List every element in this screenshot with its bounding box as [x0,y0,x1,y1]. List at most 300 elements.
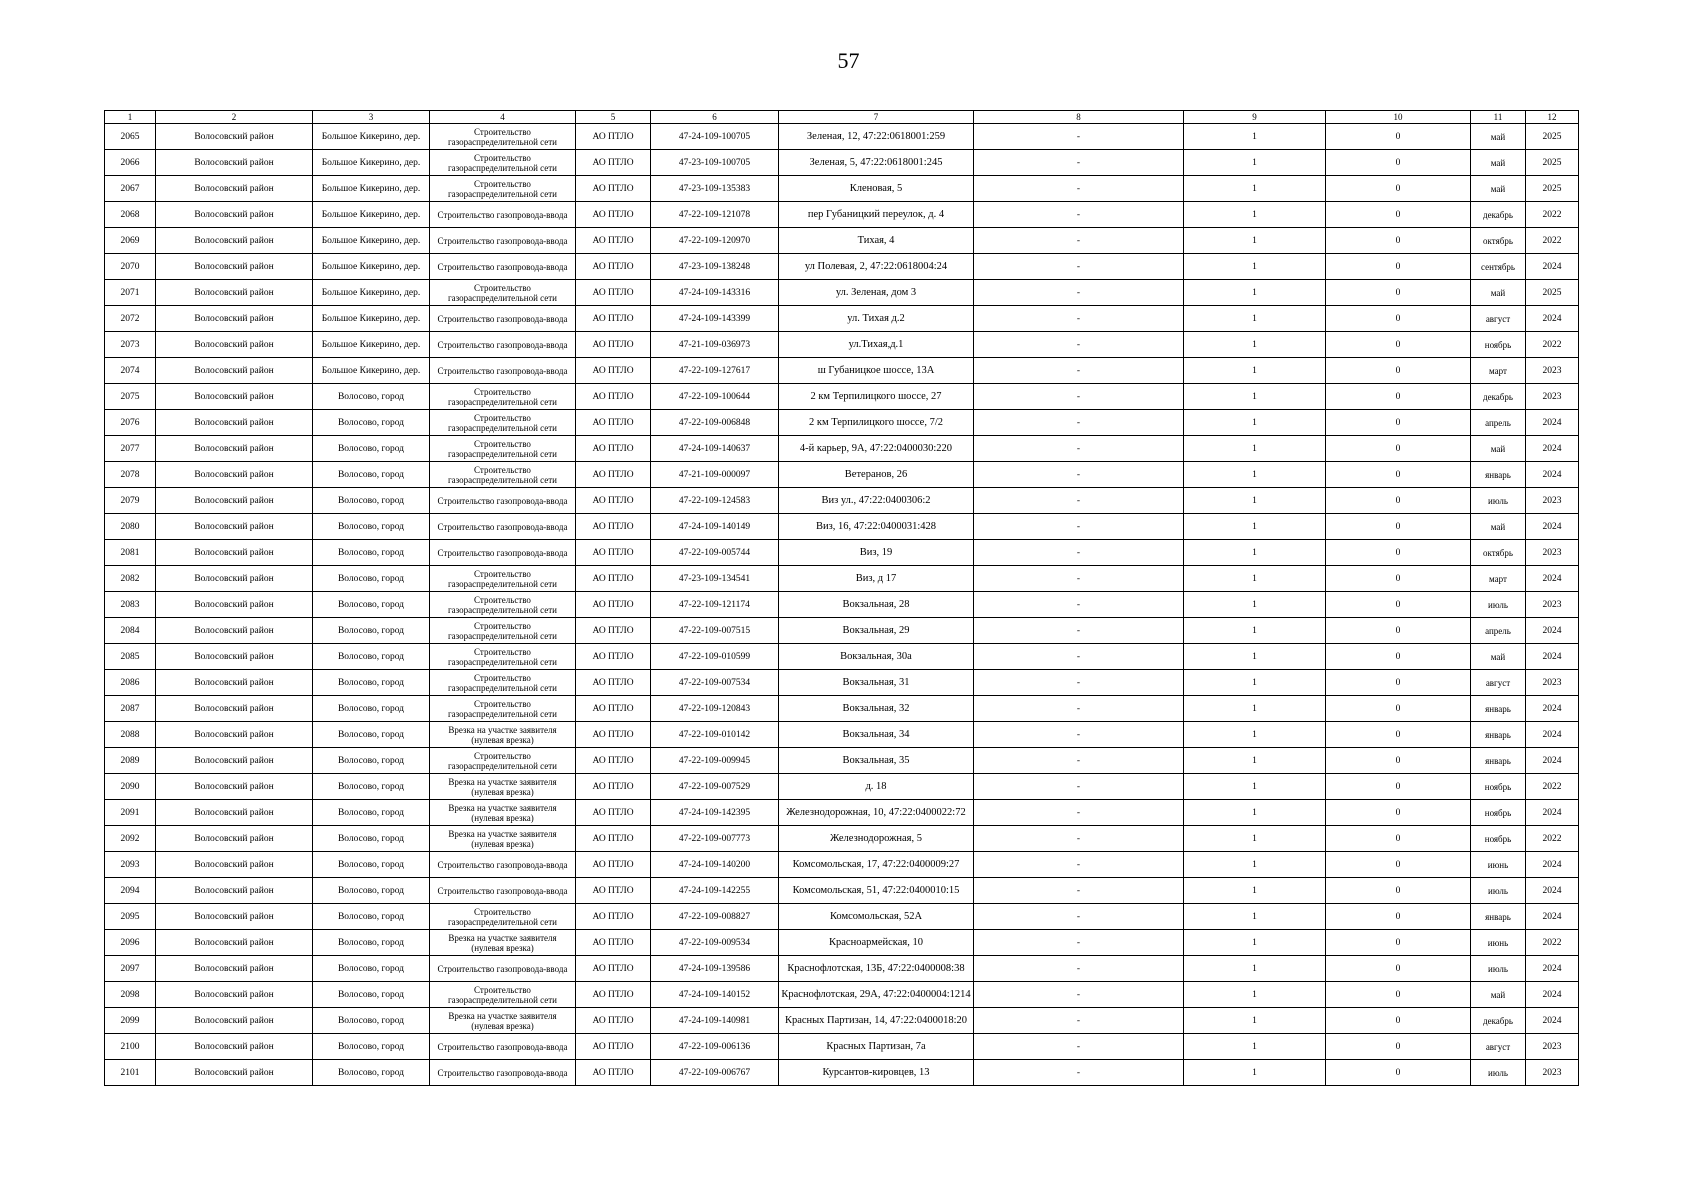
settlement-cell: Волосово, город [313,1034,430,1060]
work-type-cell: Врезка на участке заявителя (нулевая врезка) [430,1008,576,1034]
address-cell: Комсомольская, 17, 47:22:0400009:27 [779,852,974,878]
work-type-cell: Строительство газопровода-ввода [430,488,576,514]
column-header: 1 [105,111,156,124]
address-cell: Вокзальная, 28 [779,592,974,618]
col10-cell: 0 [1326,826,1471,852]
application-number-cell: 47-22-109-010142 [651,722,779,748]
col8-cell: - [974,566,1184,592]
address-cell: ш Губаницкое шоссе, 13А [779,358,974,384]
application-number-cell: 47-21-109-000097 [651,462,779,488]
work-type-cell: Строительство газораспределительной сети [430,280,576,306]
row-number-cell: 2086 [105,670,156,696]
col9-cell: 1 [1184,332,1326,358]
district-cell: Волосовский район [156,384,313,410]
row-number-cell: 2077 [105,436,156,462]
col8-cell: - [974,462,1184,488]
month-cell: январь [1471,904,1526,930]
row-number-cell: 2084 [105,618,156,644]
work-type-cell: Строительство газораспределительной сети [430,124,576,150]
district-cell: Волосовский район [156,514,313,540]
district-cell: Волосовский район [156,722,313,748]
row-number-cell: 2076 [105,410,156,436]
col10-cell: 0 [1326,956,1471,982]
settlement-cell: Большое Кикерино, дер. [313,228,430,254]
settlement-cell: Волосово, город [313,1008,430,1034]
settlement-cell: Волосово, город [313,878,430,904]
col8-cell: - [974,1008,1184,1034]
month-cell: июнь [1471,930,1526,956]
column-header: 7 [779,111,974,124]
col8-cell: - [974,696,1184,722]
application-number-cell: 47-23-109-135383 [651,176,779,202]
col8-cell: - [974,982,1184,1008]
row-number-cell: 2088 [105,722,156,748]
address-cell: 2 км Терпилицкого шоссе, 27 [779,384,974,410]
address-cell: д. 18 [779,774,974,800]
application-number-cell: 47-22-109-121078 [651,202,779,228]
work-type-cell: Строительство газораспределительной сети [430,566,576,592]
work-type-cell: Строительство газопровода-ввода [430,1034,576,1060]
year-cell: 2024 [1526,254,1579,280]
address-cell: Железнодорожная, 5 [779,826,974,852]
month-cell: май [1471,514,1526,540]
row-number-cell: 2081 [105,540,156,566]
year-cell: 2024 [1526,982,1579,1008]
col9-cell: 1 [1184,228,1326,254]
settlement-cell: Волосово, город [313,436,430,462]
year-cell: 2025 [1526,280,1579,306]
month-cell: январь [1471,722,1526,748]
col9-cell: 1 [1184,514,1326,540]
row-number-cell: 2065 [105,124,156,150]
month-cell: декабрь [1471,384,1526,410]
organization-cell: АО ПТЛО [576,774,651,800]
col10-cell: 0 [1326,540,1471,566]
address-cell: Краснофлотская, 13Б, 47:22:0400008:38 [779,956,974,982]
work-type-cell: Строительство газопровода-ввода [430,852,576,878]
table-row [105,644,1579,670]
month-cell: январь [1471,748,1526,774]
table-row [105,358,1579,384]
settlement-cell: Волосово, город [313,930,430,956]
month-cell: май [1471,150,1526,176]
application-number-cell: 47-22-109-007529 [651,774,779,800]
row-number-cell: 2094 [105,878,156,904]
col8-cell: - [974,1034,1184,1060]
col8-cell: - [974,358,1184,384]
col9-cell: 1 [1184,1060,1326,1086]
row-number-cell: 2075 [105,384,156,410]
work-type-cell: Строительство газораспределительной сети [430,982,576,1008]
work-type-cell: Строительство газопровода-ввода [430,202,576,228]
address-cell: пер Губаницкий переулок, д. 4 [779,202,974,228]
col8-cell: - [974,826,1184,852]
table-row [105,930,1579,956]
settlement-cell: Большое Кикерино, дер. [313,202,430,228]
column-header: 12 [1526,111,1579,124]
col10-cell: 0 [1326,332,1471,358]
month-cell: июль [1471,1060,1526,1086]
district-cell: Волосовский район [156,1008,313,1034]
col10-cell: 0 [1326,670,1471,696]
year-cell: 2022 [1526,774,1579,800]
table-row [105,540,1579,566]
district-cell: Волосовский район [156,306,313,332]
row-number-cell: 2069 [105,228,156,254]
settlement-cell: Волосово, город [313,1060,430,1086]
col9-cell: 1 [1184,670,1326,696]
address-cell: Вокзальная, 31 [779,670,974,696]
table-row [105,774,1579,800]
application-number-cell: 47-24-109-140152 [651,982,779,1008]
district-cell: Волосовский район [156,904,313,930]
table-row [105,878,1579,904]
organization-cell: АО ПТЛО [576,748,651,774]
table-row [105,228,1579,254]
work-type-cell: Врезка на участке заявителя (нулевая врезка) [430,930,576,956]
work-type-cell: Строительство газораспределительной сети [430,696,576,722]
settlement-cell: Волосово, город [313,566,430,592]
col8-cell: - [974,930,1184,956]
table-row [105,306,1579,332]
year-cell: 2023 [1526,384,1579,410]
organization-cell: АО ПТЛО [576,280,651,306]
col8-cell: - [974,852,1184,878]
table-row [105,696,1579,722]
col9-cell: 1 [1184,384,1326,410]
district-cell: Волосовский район [156,1034,313,1060]
organization-cell: АО ПТЛО [576,644,651,670]
address-cell: Виз ул., 47:22:0400306:2 [779,488,974,514]
col9-cell: 1 [1184,124,1326,150]
district-cell: Волосовский район [156,774,313,800]
settlement-cell: Волосово, город [313,410,430,436]
organization-cell: АО ПТЛО [576,436,651,462]
column-header: 11 [1471,111,1526,124]
col9-cell: 1 [1184,150,1326,176]
column-header: 3 [313,111,430,124]
col8-cell: - [974,488,1184,514]
address-cell: Вокзальная, 34 [779,722,974,748]
work-type-cell: Строительство газораспределительной сети [430,384,576,410]
organization-cell: АО ПТЛО [576,852,651,878]
table-header [105,111,1579,124]
row-number-cell: 2085 [105,644,156,670]
table-row [105,410,1579,436]
row-number-cell: 2092 [105,826,156,852]
year-cell: 2024 [1526,696,1579,722]
col8-cell: - [974,670,1184,696]
col9-cell: 1 [1184,644,1326,670]
table-body [105,124,1579,1086]
organization-cell: АО ПТЛО [576,1008,651,1034]
organization-cell: АО ПТЛО [576,202,651,228]
year-cell: 2024 [1526,748,1579,774]
row-number-cell: 2073 [105,332,156,358]
address-cell: Виз, 16, 47:22:0400031:428 [779,514,974,540]
col8-cell: - [974,540,1184,566]
col10-cell: 0 [1326,722,1471,748]
col9-cell: 1 [1184,982,1326,1008]
settlement-cell: Волосово, город [313,514,430,540]
organization-cell: АО ПТЛО [576,124,651,150]
col10-cell: 0 [1326,228,1471,254]
month-cell: ноябрь [1471,332,1526,358]
application-number-cell: 47-24-109-100705 [651,124,779,150]
settlement-cell: Большое Кикерино, дер. [313,358,430,384]
district-cell: Волосовский район [156,644,313,670]
row-number-cell: 2067 [105,176,156,202]
year-cell: 2024 [1526,800,1579,826]
address-cell: Кленовая, 5 [779,176,974,202]
district-cell: Волосовский район [156,592,313,618]
organization-cell: АО ПТЛО [576,358,651,384]
page-number: 57 [837,48,860,73]
month-cell: апрель [1471,618,1526,644]
col10-cell: 0 [1326,618,1471,644]
month-cell: июль [1471,878,1526,904]
row-number-cell: 2071 [105,280,156,306]
col9-cell: 1 [1184,566,1326,592]
col10-cell: 0 [1326,124,1471,150]
address-cell: 4-й карьер, 9А, 47:22:0400030:220 [779,436,974,462]
organization-cell: АО ПТЛО [576,488,651,514]
address-cell: Зеленая, 5, 47:22:0618001:245 [779,150,974,176]
year-cell: 2024 [1526,436,1579,462]
year-cell: 2025 [1526,150,1579,176]
table-row [105,826,1579,852]
col8-cell: - [974,592,1184,618]
col10-cell: 0 [1326,696,1471,722]
application-number-cell: 47-22-109-121174 [651,592,779,618]
application-number-cell: 47-22-109-007515 [651,618,779,644]
col10-cell: 0 [1326,800,1471,826]
col9-cell: 1 [1184,904,1326,930]
year-cell: 2025 [1526,176,1579,202]
col8-cell: - [974,800,1184,826]
district-cell: Волосовский район [156,280,313,306]
col8-cell: - [974,436,1184,462]
col8-cell: - [974,410,1184,436]
col9-cell: 1 [1184,280,1326,306]
col9-cell: 1 [1184,202,1326,228]
col9-cell: 1 [1184,722,1326,748]
col10-cell: 0 [1326,982,1471,1008]
col10-cell: 0 [1326,878,1471,904]
organization-cell: АО ПТЛО [576,254,651,280]
application-number-cell: 47-22-109-007534 [651,670,779,696]
organization-cell: АО ПТЛО [576,904,651,930]
year-cell: 2024 [1526,410,1579,436]
month-cell: июль [1471,592,1526,618]
col9-cell: 1 [1184,540,1326,566]
col9-cell: 1 [1184,1034,1326,1060]
year-cell: 2024 [1526,566,1579,592]
month-cell: март [1471,358,1526,384]
month-cell: июль [1471,488,1526,514]
settlement-cell: Волосово, город [313,618,430,644]
work-type-cell: Строительство газораспределительной сети [430,904,576,930]
district-cell: Волосовский район [156,462,313,488]
work-type-cell: Строительство газораспределительной сети [430,150,576,176]
district-cell: Волосовский район [156,566,313,592]
application-number-cell: 47-24-109-140981 [651,1008,779,1034]
application-number-cell: 47-24-109-140637 [651,436,779,462]
district-cell: Волосовский район [156,410,313,436]
month-cell: май [1471,176,1526,202]
col9-cell: 1 [1184,748,1326,774]
application-number-cell: 47-24-109-143316 [651,280,779,306]
work-type-cell: Строительство газопровода-ввода [430,956,576,982]
address-cell: Комсомольская, 52А [779,904,974,930]
work-type-cell: Строительство газораспределительной сети [430,462,576,488]
month-cell: октябрь [1471,540,1526,566]
work-type-cell: Врезка на участке заявителя (нулевая врезка) [430,826,576,852]
organization-cell: АО ПТЛО [576,878,651,904]
work-type-cell: Врезка на участке заявителя (нулевая врезка) [430,774,576,800]
col10-cell: 0 [1326,436,1471,462]
col10-cell: 0 [1326,1034,1471,1060]
application-number-cell: 47-22-109-127617 [651,358,779,384]
month-cell: ноябрь [1471,826,1526,852]
address-cell: Курсантов-кировцев, 13 [779,1060,974,1086]
work-type-cell: Строительство газораспределительной сети [430,410,576,436]
district-cell: Волосовский район [156,202,313,228]
address-cell: ул. Зеленая, дом 3 [779,280,974,306]
settlement-cell: Волосово, город [313,696,430,722]
organization-cell: АО ПТЛО [576,982,651,1008]
work-type-cell: Строительство газопровода-ввода [430,254,576,280]
application-number-cell: 47-22-109-100644 [651,384,779,410]
col8-cell: - [974,722,1184,748]
col9-cell: 1 [1184,1008,1326,1034]
year-cell: 2024 [1526,644,1579,670]
table-row [105,332,1579,358]
settlement-cell: Большое Кикерино, дер. [313,306,430,332]
col8-cell: - [974,956,1184,982]
address-cell: Комсомольская, 51, 47:22:0400010:15 [779,878,974,904]
organization-cell: АО ПТЛО [576,410,651,436]
table-row [105,280,1579,306]
application-number-cell: 47-24-109-142395 [651,800,779,826]
col10-cell: 0 [1326,410,1471,436]
table-row [105,852,1579,878]
organization-cell: АО ПТЛО [576,1060,651,1086]
row-number-cell: 2078 [105,462,156,488]
col9-cell: 1 [1184,176,1326,202]
table-row [105,748,1579,774]
col8-cell: - [974,878,1184,904]
address-cell: Красных Партизан, 7а [779,1034,974,1060]
district-cell: Волосовский район [156,488,313,514]
application-number-cell: 47-22-109-007773 [651,826,779,852]
organization-cell: АО ПТЛО [576,566,651,592]
address-cell: Виз, 19 [779,540,974,566]
district-cell: Волосовский район [156,436,313,462]
year-cell: 2023 [1526,592,1579,618]
district-cell: Волосовский район [156,852,313,878]
organization-cell: АО ПТЛО [576,1034,651,1060]
settlement-cell: Волосово, город [313,748,430,774]
col10-cell: 0 [1326,592,1471,618]
year-cell: 2022 [1526,332,1579,358]
application-number-cell: 47-22-109-009945 [651,748,779,774]
application-number-cell: 47-23-109-100705 [651,150,779,176]
col10-cell: 0 [1326,748,1471,774]
year-cell: 2024 [1526,306,1579,332]
month-cell: январь [1471,696,1526,722]
col8-cell: - [974,904,1184,930]
work-type-cell: Строительство газораспределительной сети [430,592,576,618]
year-cell: 2024 [1526,1008,1579,1034]
settlement-cell: Волосово, город [313,540,430,566]
organization-cell: АО ПТЛО [576,592,651,618]
district-cell: Волосовский район [156,826,313,852]
table-row [105,488,1579,514]
settlement-cell: Большое Кикерино, дер. [313,254,430,280]
address-cell: ул.Тихая,д.1 [779,332,974,358]
district-cell: Волосовский район [156,930,313,956]
work-type-cell: Строительство газопровода-ввода [430,358,576,384]
address-cell: ул Полевая, 2, 47:22:0618004:24 [779,254,974,280]
col10-cell: 0 [1326,358,1471,384]
district-cell: Волосовский район [156,540,313,566]
district-cell: Волосовский район [156,124,313,150]
address-cell: Железнодорожная, 10, 47:22:0400022:72 [779,800,974,826]
month-cell: декабрь [1471,1008,1526,1034]
application-number-cell: 47-22-109-120843 [651,696,779,722]
row-number-cell: 2095 [105,904,156,930]
district-cell: Волосовский район [156,176,313,202]
table-row [105,1060,1579,1086]
table-row [105,384,1579,410]
col9-cell: 1 [1184,878,1326,904]
district-cell: Волосовский район [156,228,313,254]
month-cell: май [1471,644,1526,670]
settlement-cell: Большое Кикерино, дер. [313,124,430,150]
col9-cell: 1 [1184,358,1326,384]
settlement-cell: Большое Кикерино, дер. [313,176,430,202]
organization-cell: АО ПТЛО [576,462,651,488]
work-type-cell: Строительство газопровода-ввода [430,540,576,566]
month-cell: сентябрь [1471,254,1526,280]
settlement-cell: Волосово, город [313,800,430,826]
application-number-cell: 47-22-109-009534 [651,930,779,956]
work-type-cell: Врезка на участке заявителя (нулевая врезка) [430,722,576,748]
application-number-cell: 47-22-109-008827 [651,904,779,930]
organization-cell: АО ПТЛО [576,228,651,254]
table-row [105,566,1579,592]
settlement-cell: Волосово, город [313,852,430,878]
col8-cell: - [974,774,1184,800]
col9-cell: 1 [1184,254,1326,280]
table-row [105,904,1579,930]
col9-cell: 1 [1184,800,1326,826]
organization-cell: АО ПТЛО [576,956,651,982]
col10-cell: 0 [1326,462,1471,488]
application-number-cell: 47-24-109-139586 [651,956,779,982]
col9-cell: 1 [1184,436,1326,462]
month-cell: май [1471,436,1526,462]
col9-cell: 1 [1184,306,1326,332]
col8-cell: - [974,618,1184,644]
month-cell: июль [1471,956,1526,982]
application-number-cell: 47-24-109-140200 [651,852,779,878]
col10-cell: 0 [1326,384,1471,410]
col10-cell: 0 [1326,280,1471,306]
year-cell: 2022 [1526,202,1579,228]
col8-cell: - [974,176,1184,202]
